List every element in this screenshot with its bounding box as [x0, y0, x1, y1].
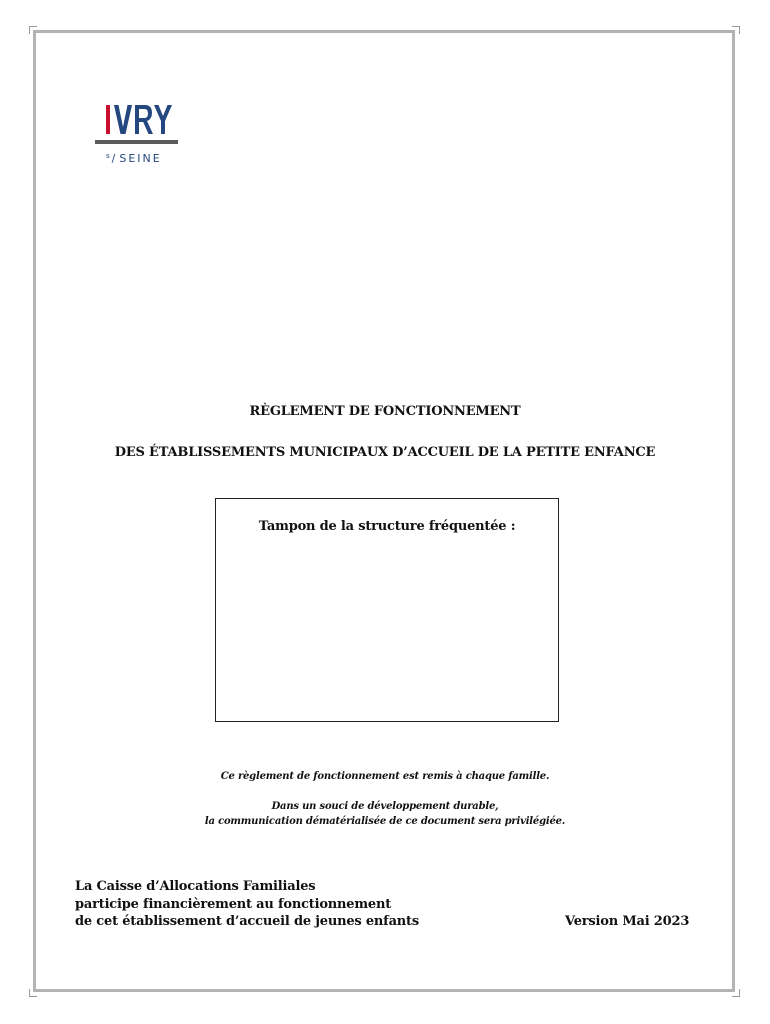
- logo-subtitle: $^s$/ SEINE: [106, 152, 162, 165]
- logo-letter-r: [135, 105, 153, 134]
- caf-statement-line3: de cet établissement d’accueil de jeunes enfants: [75, 914, 419, 929]
- document-title: RÈGLEMENT DE FONCTIONNEMENT: [249, 404, 521, 419]
- caf-statement-line2: participe financièrement au fonctionnement: [75, 897, 392, 912]
- stamp-box-label: Tampon de la structure fréquentée :: [258, 519, 516, 534]
- version-label: Version Mai 2023: [565, 914, 690, 929]
- stamp-box: [215, 498, 559, 722]
- logo-underline: [95, 140, 178, 144]
- ivry-logo-graphic: [95, 100, 183, 170]
- sustainability-note-line2: la communication dématérialisée de ce document sera privilégiée.: [204, 816, 566, 827]
- crop-mark-bottom-right: [732, 989, 740, 997]
- logo-letter-v: [114, 105, 132, 134]
- logo-letter-i: [106, 105, 110, 134]
- sustainability-note-line1: Dans un souci de développement durable,: [271, 801, 499, 812]
- document-subtitle: DES ÉTABLISSEMENTS MUNICIPAUX D’ACCUEIL DE LA PETITE ENFANCE: [114, 445, 656, 460]
- ivry-logo: [95, 100, 183, 170]
- distribution-note: Ce règlement de fonctionnement est remis à chaque famille.: [220, 771, 550, 782]
- caf-statement-line1: La Caisse d’Allocations Familiales: [75, 879, 316, 894]
- crop-mark-top-left: [29, 26, 37, 34]
- crop-mark-bottom-left: [29, 989, 37, 997]
- crop-mark-top-right: [732, 26, 740, 34]
- logo-letter-y: [154, 105, 172, 134]
